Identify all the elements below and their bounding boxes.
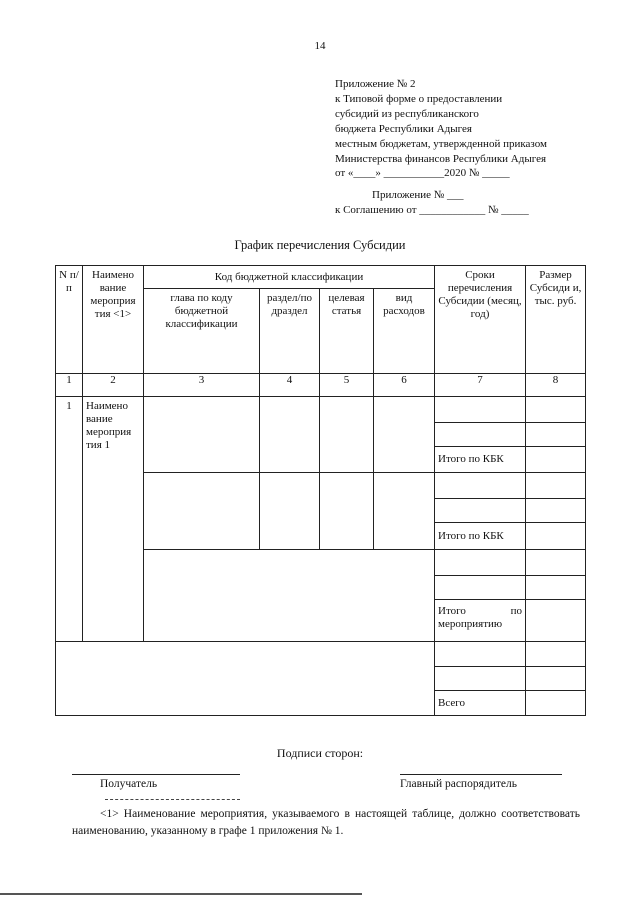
header-vid: вид расходов xyxy=(374,289,435,374)
page-number: 14 xyxy=(314,40,326,52)
appendix-line: субсидий из республиканского xyxy=(335,107,479,120)
cell-glava xyxy=(144,473,260,550)
cell-razdel xyxy=(260,397,320,473)
cell-glava xyxy=(144,397,260,473)
row-name: Наимено вание мероприя тия 1 xyxy=(83,397,144,642)
header-num: N п/п xyxy=(56,266,83,374)
subsidy-schedule-table xyxy=(55,265,586,716)
footnote-text: <1> Наименование мероприятия, указываемого в настоящей таблице, должно соответствовать наименованию, указанному в графе 1 приложения № 1. xyxy=(72,808,580,837)
cell-sum xyxy=(526,691,586,716)
cell-sum xyxy=(526,576,586,600)
cell-srok xyxy=(435,397,526,423)
cell-total-empty xyxy=(56,642,435,716)
itogo-kbk-label: Итого по КБК xyxy=(435,523,526,550)
header-name: Наимено вание мероприя тия <1> xyxy=(83,266,144,374)
cell-srok xyxy=(435,423,526,447)
signature-recipient: Получатель xyxy=(100,778,158,790)
col-number: 3 xyxy=(144,374,260,397)
col-number: 7 xyxy=(435,374,526,397)
po-word: по xyxy=(510,605,523,617)
vsego-label: Всего xyxy=(435,691,526,716)
agreement-header xyxy=(335,188,529,218)
header-razmer: Размер Субсиди и, тыс. руб. xyxy=(526,266,586,374)
itogo-meropr-label xyxy=(435,600,526,642)
col-number: 5 xyxy=(320,374,374,397)
cell-srok xyxy=(435,499,526,523)
meropr-word: мероприятию xyxy=(438,618,503,630)
bottom-rule xyxy=(0,893,362,895)
cell-srok xyxy=(435,667,526,691)
cell-sum xyxy=(526,642,586,667)
cell-empty xyxy=(144,550,435,642)
agreement-line-1: Приложение № ___ xyxy=(372,189,464,201)
cell-srok xyxy=(435,576,526,600)
footnote xyxy=(72,806,580,840)
cell-stat xyxy=(320,473,374,550)
cell-sum xyxy=(526,423,586,447)
header-razdel: раздел/по драздел xyxy=(260,289,320,374)
cell-sum xyxy=(526,473,586,499)
cell-sum xyxy=(526,397,586,423)
col-number: 2 xyxy=(83,374,144,397)
signature-main-manager: Главный распорядитель xyxy=(400,778,517,790)
signature-line-right xyxy=(400,774,562,775)
footnote-separator xyxy=(105,799,240,800)
appendix-line: Приложение № 2 xyxy=(335,78,416,90)
appendix-header xyxy=(335,77,625,181)
cell-srok xyxy=(435,473,526,499)
appendix-line: от «____» ___________2020 № _____ xyxy=(335,167,510,180)
itogo-word: Итого xyxy=(438,605,466,617)
col-number: 4 xyxy=(260,374,320,397)
cell-sum xyxy=(526,523,586,550)
cell-sum xyxy=(526,447,586,473)
cell-stat xyxy=(320,397,374,473)
cell-sum xyxy=(526,499,586,523)
appendix-line: к Типовой форме о предоставлении xyxy=(335,92,503,105)
cell-srok xyxy=(435,642,526,667)
itogo-kbk-label: Итого по КБК xyxy=(435,447,526,473)
document-title: График перечисления Субсидии xyxy=(234,238,406,252)
appendix-line: Министерства финансов Республики Адыгея xyxy=(335,152,547,165)
cell-vid xyxy=(374,473,435,550)
col-number: 6 xyxy=(374,374,435,397)
col-number: 8 xyxy=(526,374,586,397)
row-num: 1 xyxy=(56,397,83,642)
cell-razdel xyxy=(260,473,320,550)
header-stat: целевая статья xyxy=(320,289,374,374)
cell-vid xyxy=(374,397,435,473)
appendix-line: местным бюджетам, утвержденной приказом xyxy=(335,137,547,150)
header-glava: глава по коду бюджетной классификации xyxy=(144,289,260,374)
cell-sum xyxy=(526,667,586,691)
cell-sum xyxy=(526,550,586,576)
appendix-line: бюджета Республики Адыгея xyxy=(335,122,472,135)
cell-sum xyxy=(526,600,586,642)
signature-line-left xyxy=(72,774,240,775)
cell-srok xyxy=(435,550,526,576)
signatures-title: Подписи сторон: xyxy=(276,746,364,760)
header-kbk: Код бюджетной классификации xyxy=(144,266,435,289)
header-sroki: Сроки перечисления Субсидии (месяц, год) xyxy=(435,266,526,374)
col-number: 1 xyxy=(56,374,83,397)
agreement-line-2: к Соглашению от ____________ № _____ xyxy=(335,204,529,216)
